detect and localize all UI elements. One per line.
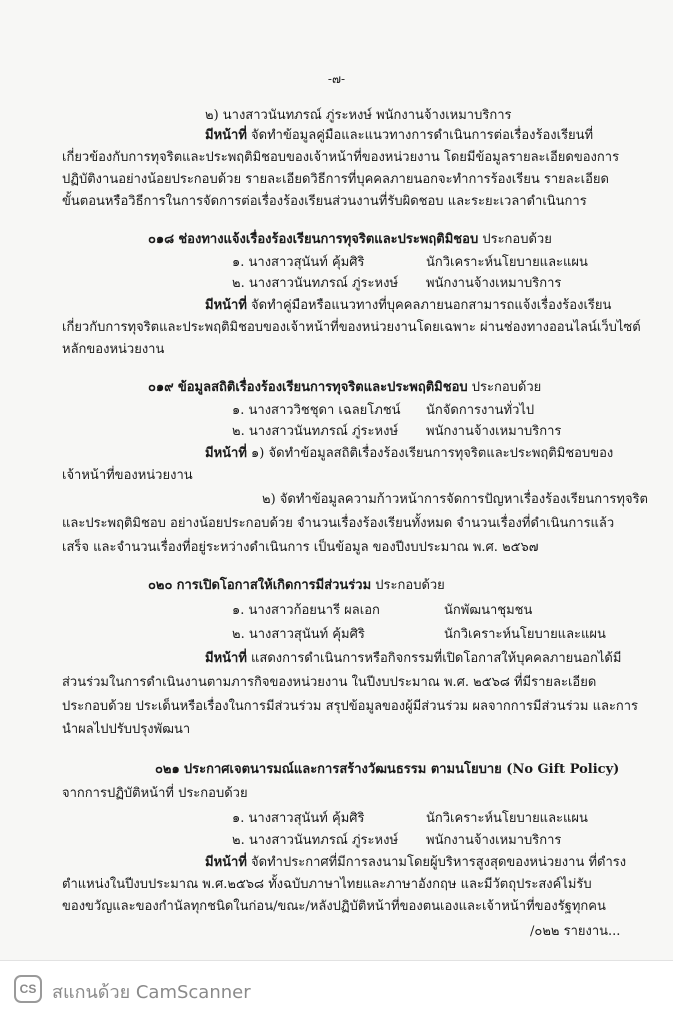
section-title: การเปิดโอกาสให้เกิดการมีส่วนร่วม [176, 578, 372, 593]
member-role: พนักงานจ้างเหมาบริการ [426, 833, 562, 848]
paragraph-line: นำผลไปปรับปรุงพัฒนา [62, 722, 191, 737]
paragraph-line: เจ้าหน้าที่ของหน่วยงาน [62, 468, 193, 483]
section-title: ประกาศเจตนารมณ์และการสร้างวัฒนธรรม ตามนโยบาย (No Gift Policy) [183, 762, 620, 777]
paragraph-line: เกี่ยวกับการทุจริตและประพฤติมิชอบของเจ้าหน้าที่ของหน่วยงานโดยเฉพาะ ผ่านช่องทางออนไลน์เว็บไซต์ [62, 320, 641, 335]
member-role: นักพัฒนาชุมชน [444, 603, 533, 618]
section-019-heading [148, 380, 541, 396]
camscanner-watermark [0, 960, 673, 1025]
paragraph-line: เสร็จ และจำนวนเรื่องที่อยู่ระหว่างดำเนินการ เป็นข้อมูล ของปีงบประมาณ พ.ศ. ๒๕๖๗ [62, 540, 539, 555]
paragraph-line: และประพฤติมิชอบ อย่างน้อยประกอบด้วย จำนวนเรื่องร้องเรียนทั้งหมด จำนวนเรื่องที่ดำเนินการแล้ว [62, 516, 615, 531]
duty-paragraph [205, 128, 593, 144]
duty-text: ๑) จัดทำข้อมูลสถิติเรื่องร้องเรียนการทุจริตและประพฤติมิชอบของ [251, 446, 614, 461]
member-name: ๒. นางสาวสุนันท์ คุ้มศิริ [232, 627, 365, 642]
member-name: ๑. นางสาววิชชุดา เฉลยโภชน์ [232, 403, 401, 418]
duty-paragraph [205, 855, 626, 871]
duty-label: มีหน้าที่ [205, 446, 247, 461]
duty-text: จัดทำประกาศที่มีการลงนามโดยผู้บริหารสูงสุดของหน่วยงาน ที่ดำรง [251, 855, 627, 870]
section-title: ช่องทางแจ้งเรื่องร้องเรียนการทุจริตและประพฤติมิชอบ [178, 232, 479, 247]
paragraph-line: ๒) จัดทำข้อมูลความก้าวหน้าการจัดการปัญหาเรื่องร้องเรียนการทุจริต [262, 492, 649, 507]
member-name: ๑. นางสาวสุนันท์ คุ้มศิริ [232, 811, 365, 826]
duty-text: แสดงการดำเนินการหรือกิจกรรมที่เปิดโอกาสให้บุคคลภายนอกได้มี [251, 651, 622, 666]
paragraph-line: หลักของหน่วยงาน [62, 342, 165, 357]
section-code: ๐๑๙ [148, 380, 174, 395]
paragraph-line: เกี่ยวข้องกับการทุจริตและประพฤติมิชอบของเจ้าหน้าที่ของหน่วยงาน โดยมีข้อมูลรายละเอียดของการ [62, 150, 620, 165]
member-name: ๒. นางสาวนันทภรณ์ ภู่ระหงษ์ [232, 833, 399, 848]
duty-label: มีหน้าที่ [205, 298, 247, 313]
section-021-heading [155, 762, 619, 778]
member-name: ๑. นางสาวก้อยนารี ผลเอก [232, 603, 380, 618]
section-code: ๐๒๐ [148, 578, 173, 593]
section-018-heading [148, 232, 552, 248]
member-name: ๒. นางสาวนันทภรณ์ ภู่ระหงษ์ [232, 424, 399, 439]
duty-text: จัดทำคู่มือหรือแนวทางที่บุคคลภายนอกสามารถแจ้งเรื่องร้องเรียน [251, 298, 612, 313]
section-020-heading [148, 578, 445, 594]
section-tail: ประกอบด้วย [375, 578, 445, 593]
duty-paragraph [205, 651, 621, 667]
section-title-cont: จากการปฏิบัติหน้าที่ ประกอบด้วย [62, 786, 248, 801]
paragraph-line: ประกอบด้วย ประเด็นหรือเรื่องในการมีส่วนร่วม สรุปข้อมูลของผู้มีส่วนร่วม ผลจากการมีส่วนร่วม และการ [62, 699, 639, 714]
paragraph-line: ส่วนร่วมในการดำเนินงานตามภารกิจของหน่วยงาน ในปีงบประมาณ พ.ศ. ๒๕๖๘ ที่มีรายละเอียด [62, 675, 597, 690]
member-role: พนักงานจ้างเหมาบริการ [426, 276, 562, 291]
camscanner-logo-icon: CS [14, 975, 42, 1003]
duty-label: มีหน้าที่ [205, 855, 247, 870]
watermark-text: สแกนด้วย CamScanner [52, 982, 251, 1003]
duty-label: มีหน้าที่ [205, 651, 247, 666]
section-code: ๐๑๘ [148, 232, 175, 247]
duty-paragraph [205, 298, 611, 314]
paragraph-line: ของขวัญและของกำนัลทุกชนิดในก่อน/ขณะ/หลังปฏิบัติหน้าที่ของตนเองและเจ้าหน้าที่ของรัฐทุกคน [62, 899, 606, 914]
duty-text: จัดทำข้อมูลคู่มือและแนวทางการดำเนินการต่อเรื่องร้องเรียนที่ [251, 128, 594, 143]
continued-marker: /๐๒๒ รายงาน... [530, 924, 621, 939]
member-role: นักจัดการงานทั่วไป [426, 403, 535, 418]
line-person-2: ๒) นางสาวนันทภรณ์ ภู่ระหงษ์ พนักงานจ้างเหมาบริการ [205, 108, 512, 123]
member-role: นักวิเคราะห์นโยบายและแผน [426, 255, 588, 270]
member-name: ๑. นางสาวสุนันท์ คุ้มศิริ [232, 255, 365, 270]
member-role: พนักงานจ้างเหมาบริการ [426, 424, 562, 439]
duty-paragraph [205, 446, 613, 462]
section-title: ข้อมูลสถิติเรื่องร้องเรียนการทุจริตและประพฤติมิชอบ [177, 380, 468, 395]
member-name: ๒. นางสาวนันทภรณ์ ภู่ระหงษ์ [232, 276, 399, 291]
paragraph-line: ตำแหน่งในปีงบประมาณ พ.ศ.๒๕๖๘ ทั้งฉบับภาษาไทยและภาษาอังกฤษ และมีวัตถุประสงค์ไม่รับ [62, 877, 592, 892]
member-role: นักวิเคราะห์นโยบายและแผน [426, 811, 588, 826]
section-tail: ประกอบด้วย [482, 232, 552, 247]
section-code: ๐๒๑ [155, 762, 180, 777]
duty-label: มีหน้าที่ [205, 128, 247, 143]
paragraph-line: ขั้นตอนหรือวิธีการในการจัดการต่อเรื่องร้องเรียนส่วนงานที่รับผิดชอบ และระยะเวลาดำเนินการ [62, 194, 587, 209]
paragraph-line: ปฏิบัติงานอย่างน้อยประกอบด้วย รายละเอียดวิธีการที่บุคคลภายนอกจะทำการร้องเรียน รายละเอียด [62, 172, 609, 187]
member-role: นักวิเคราะห์นโยบายและแผน [444, 627, 606, 642]
page-number: -๗- [327, 72, 346, 86]
section-tail: ประกอบด้วย [471, 380, 542, 395]
